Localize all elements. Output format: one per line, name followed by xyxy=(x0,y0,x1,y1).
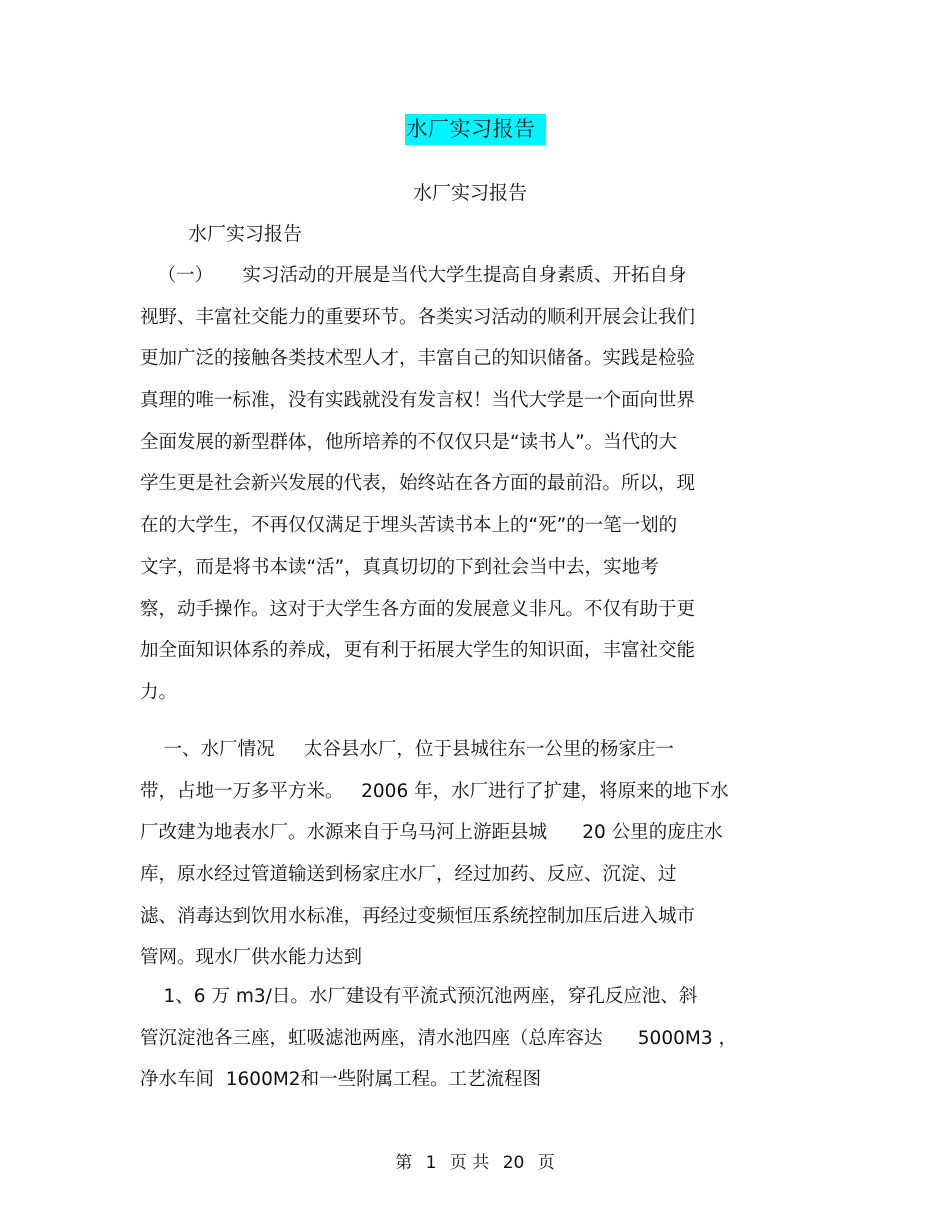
paragraph-intro xyxy=(140,255,780,714)
text-line: 真理的唯一标准，没有实践就没有发言权！当代大学是一个面向世界 xyxy=(140,390,696,412)
text-line: 一、水厂情况 太谷县水厂，位于县城往东一公里的杨家庄一 xyxy=(140,739,674,760)
text-line: 视野、丰富社交能力的重要环节。各类实习活动的顺利开展会让我们 xyxy=(140,306,696,328)
paragraph-plant-facilities xyxy=(140,976,780,1101)
section-heading: 水厂实习报告 xyxy=(188,223,303,245)
text-line: 净水车间 1600M2和一些附属工程。工艺流程图 xyxy=(140,1069,542,1091)
text-line: 文字，而是将书本读“活”，真真切切的下到社会当中去，实地考 xyxy=(140,556,659,578)
text-line: （一） 实习活动的开展是当代大学生提高自身素质、开拓自身 xyxy=(140,265,687,286)
text-line: 在的大学生，不再仅仅满足于埋头苦读书本上的“死”的一笔一划的 xyxy=(140,515,678,537)
document-subtitle: 水厂实习报告 xyxy=(412,182,527,204)
text-line: 加全面知识体系的养成，更有利于拓展大学生的知识面，丰富社交能 xyxy=(140,640,696,662)
footer-total-pages: 20 xyxy=(502,1153,525,1173)
text-line: 库，原水经过管道输送到杨家庄水厂，经过加药、反应、沉淀、过 xyxy=(140,864,677,886)
footer-page-number: 1 xyxy=(425,1153,437,1173)
text-line: 滤、消毒达到饮用水标准，再经过变频恒压系统控制加压后进入城市 xyxy=(140,905,696,927)
title-container xyxy=(0,114,950,145)
text-line: 学生更是社会新兴发展的代表，始终站在各方面的最前沿。所以，现 xyxy=(140,473,696,495)
text-line: 更加广泛的接触各类技术型人才，丰富自己的知识储备。实践是检验 xyxy=(140,348,696,370)
text-line: 全面发展的新型群体，他所培养的不仅仅只是“读书人”。当代的大 xyxy=(140,431,678,453)
footer-prefix: 第 xyxy=(395,1153,413,1173)
text-line: 管网。现水厂供水能力达到 xyxy=(140,947,363,969)
text-line: 管沉淀池各三座，虹吸滤池两座，清水池四座（总库容达 5000M3 ， xyxy=(140,1027,737,1049)
footer-mid: 页 共 xyxy=(449,1153,490,1173)
text-line: 力。 xyxy=(140,681,178,703)
text-line: 厂改建为地表水厂。水源来自于乌马河上游距县城 20 公里的庞庄水 xyxy=(140,822,723,844)
text-line: 察，动手操作。这对于大学生各方面的发展意义非凡。不仅有助于更 xyxy=(140,598,696,620)
text-line: 1、6 万 m3/日。水厂建设有平流式预沉池两座，穿孔反应池、斜 xyxy=(140,986,698,1007)
text-line: 带，占地一万多平方米。 2006 年，水厂进行了扩建，将原来的地下水 xyxy=(140,780,729,802)
page-footer xyxy=(0,1150,950,1176)
paragraph-plant-overview xyxy=(140,729,780,979)
footer-suffix: 页 xyxy=(537,1153,555,1173)
document-title: 水厂实习报告 xyxy=(405,114,546,145)
